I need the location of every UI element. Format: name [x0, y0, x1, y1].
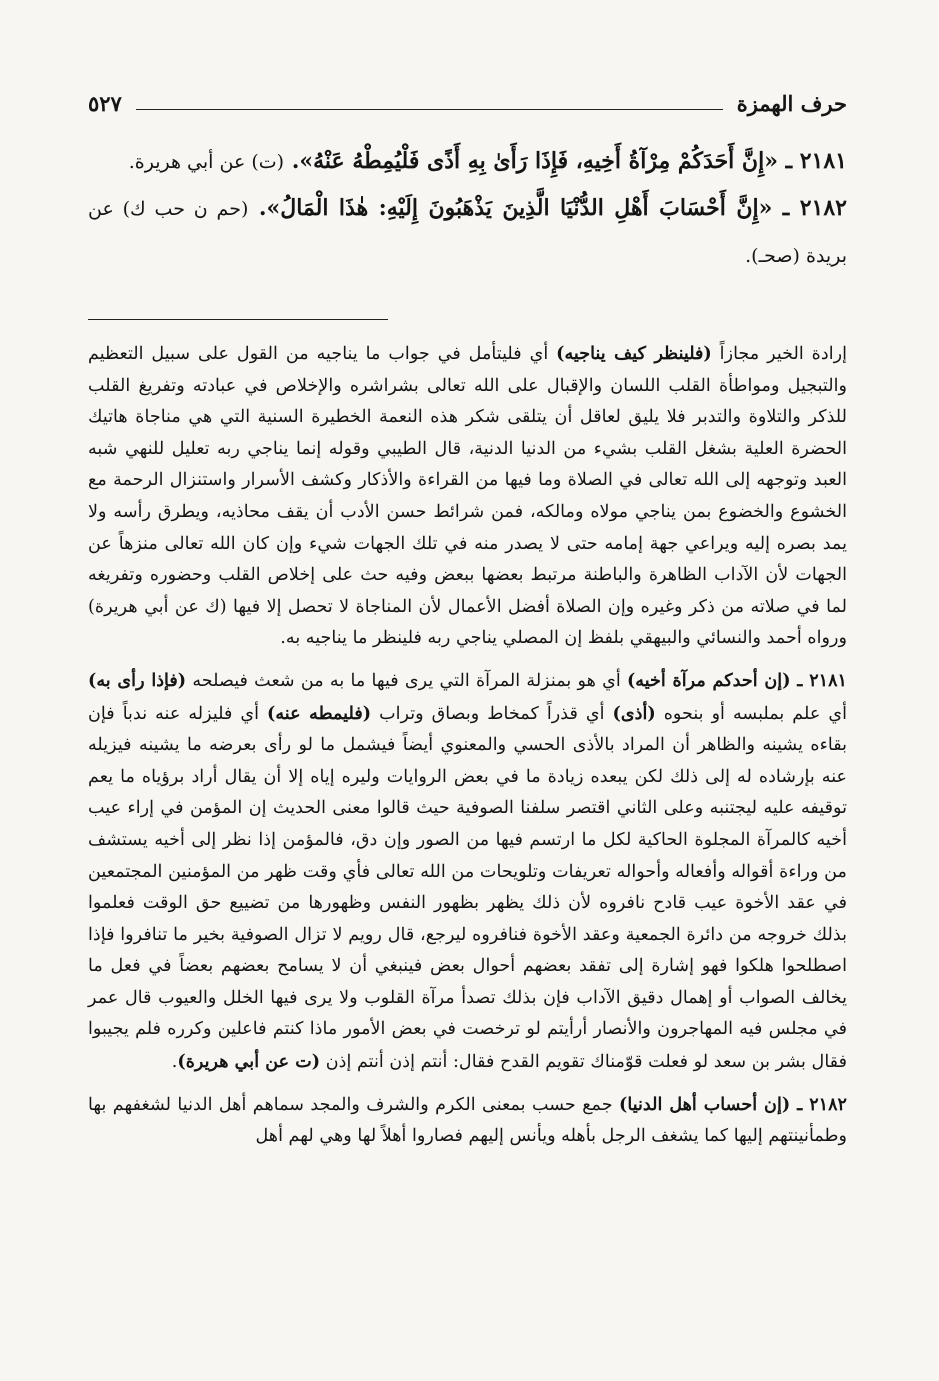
- hadith-dash: ـ: [777, 148, 793, 174]
- hadith-text: «إِنَّ أَحَدَكُمْ مِرْآةُ أَخِيهِ، فَإِذَا رَأَىٰ بِهِ أَذًى فَلْيُمِطْهُ عَنْهُ».: [291, 148, 778, 174]
- hadith-text-section: [88, 138, 847, 279]
- commentary-text: أي فليزله عنه ندباً فإن بقاءه يشينه والظاهر أن المراد بالأذى الحسي والمعنوي أيضاً فيشمل ما لو رأى بعرضه ما يشينه فيزيله عنه بإرشاده له إلى ذلك لكن يبعده زيادة ما في بعض الروايات وليره إياه إلا أن يقال أراد برؤياه ما يعم توقيفه عليه ليجتنبه وعلى الثاني اقتصر سلفنا الصوفية حيث قالوا معنى الحديث إن المؤمن في إراء عيب أخيه كالمرآة المجلوة الحاكية لكل ما ارتسم فيها من الصور وإن دق، فالمؤمن إذا نظر إلى أخيه يستشف من وراءة أقواله وأفعاله وأحواله تعريفات وتلويحات من الله تعالى فأي وقت ظهر من المؤمنين المجتمعين في عقد الأخوة عيب قادح نافروه لأن ذلك يظهر بظهور النفس وظهورها من تضييع حق الوقت فعلموا بذلك خروجه من دائرة الجمعية وعقد الأخوة فنافروه ليرجع، قال رويم لا تزال الصوفية بخير ما تنافروا فإذا اصطلحوا هلكوا فهو إشارة إلى تفقد بعضهم أحوال بعض فينبغي أن لا يسامح بعضهم بعضاً في فعل ما يخالف الصواب أو إهمال دقيق الآداب فإن بذلك تصدأ مرآة القلوب ولا يرى فيها الخلل والعيوب قال عمر في مجلس فيه المهاجرون والأنصار أرأيتم لو ترخصت في بعض الأمور ماذا كنتم فاعلين وكرره فلم يجيبوا فقال بشر بن سعد لو فعلت قوّمناك تقويم القدح فقال: أنتم إذن أنتم إذن: [88, 703, 847, 1073]
- hadith-dash: ـ: [772, 195, 790, 221]
- footnote-separator: [88, 319, 388, 320]
- commentary-text: أي هو بمنزلة المرآة التي يرى فيها ما به من شعث فيصلحه: [186, 670, 627, 691]
- hadith-number: ٢١٨٢: [799, 195, 847, 221]
- commentary-section: [88, 338, 847, 1163]
- running-title: حرف الهمزة: [736, 91, 847, 116]
- hadith-2182: [88, 185, 847, 279]
- commentary-quote: (فإذا رأى به): [88, 669, 187, 691]
- commentary-paragraph-intro: [88, 338, 847, 655]
- commentary-paragraph-2182: [88, 1089, 847, 1153]
- commentary-text: جمع حسب بمعنى الكرم والشرف والمجد سماهم أهل الدنيا لشغفهم بها وطمأنينتهم إليها كما يشغف الرجل بأهله ويأنس إليهم فصاروا أهلاً لها وهي لهم أهل: [88, 1094, 847, 1147]
- commentary-quote: (ت عن أبي هريرة): [177, 1051, 321, 1073]
- hadith-number: ٢١٨١: [799, 148, 847, 174]
- header-rule: [136, 109, 723, 110]
- commentary-text: أي علم بملبسه أو بنحوه: [655, 703, 847, 724]
- commentary-quote: (فلينظر كيف يناجيه): [556, 343, 712, 364]
- hadith-2181: [88, 138, 847, 185]
- commentary-number: ٢١٨١ ـ: [790, 669, 847, 691]
- commentary-text: .: [171, 1052, 178, 1073]
- commentary-quote: (فليمطه عنه): [267, 702, 372, 724]
- commentary-quote: (أذى): [612, 702, 656, 724]
- hadith-source: (حم ن حب ك) عن بريدة (صحـ).: [88, 198, 847, 267]
- commentary-quote: (إن أحدكم مرآة أخيه): [626, 669, 791, 691]
- page-number: ٥٢٧: [88, 91, 122, 116]
- commentary-text: أي فليتأمل في جواب ما يناجيه من القول على سبيل التعظيم والتبجيل ومواطأة القلب اللسان والإقبال على الله تعالى بشراشره والإخلاص في عبادته وتفريغ القلب للذكر والتلاوة والتدبر فلا يليق لعاقل أن يتلقى شكر هذه النعمة الخطيرة السنية التي هي مناجاة هاتيك الحضرة العلية بشغل القلب بشيء من الدنيا الدنية، قال الطيبي وقوله إنما يناجي ربه تعليل للنهي شبه العبد وتوجهه إلى الله تعالى في الصلاة وما فيها من القراءة والأذكار وكشف الأسرار واستنزال الرحمة مع الخشوع والخضوع بمن يناجي مولاه ومالكه، فمن شرائط حسن الأدب أن يقف محاذيه، ويطرق رأسه ولا يمد بصره إليه ويراعي جهة إمامه حتى لا يصدر منه في تلك الجهات شيء وإن كان الله تعالى منزهاً عن الجهات لأن الآداب الظاهرة والباطنة مرتبط بعضها ببعض وفيه حث على إخلاص القلب وحضوره وتفريغه لما في صلاته من ذكر وغيره وإن الصلاة أفضل الأعمال لأن المناجاة لا تحصل إلا فيها (ك عن أبي هريرة) ورواه أحمد والنسائي والبيهقي بلفظ إن المصلي يناجي ربه فلينظر ما يناجيه به.: [88, 344, 847, 649]
- hadith-text: «إِنَّ أَحْسَابَ أَهْلِ الدُّنْيَا الَّذِينَ يَذْهَبُونَ إِلَيْهِ: هٰذَا الْمَالُ».: [258, 195, 773, 221]
- commentary-number: ٢١٨٢ ـ: [790, 1093, 848, 1115]
- commentary-quote: (إن أحساب أهل الدنيا): [619, 1093, 791, 1115]
- commentary-paragraph-2181: [88, 665, 847, 1079]
- commentary-text: إرادة الخير مجازاً: [711, 344, 847, 364]
- page-header: [88, 78, 847, 114]
- commentary-text: أي قذراً كمخاط وبصاق وتراب: [371, 703, 613, 724]
- hadith-source: (ت) عن أبي هريرة.: [128, 151, 285, 173]
